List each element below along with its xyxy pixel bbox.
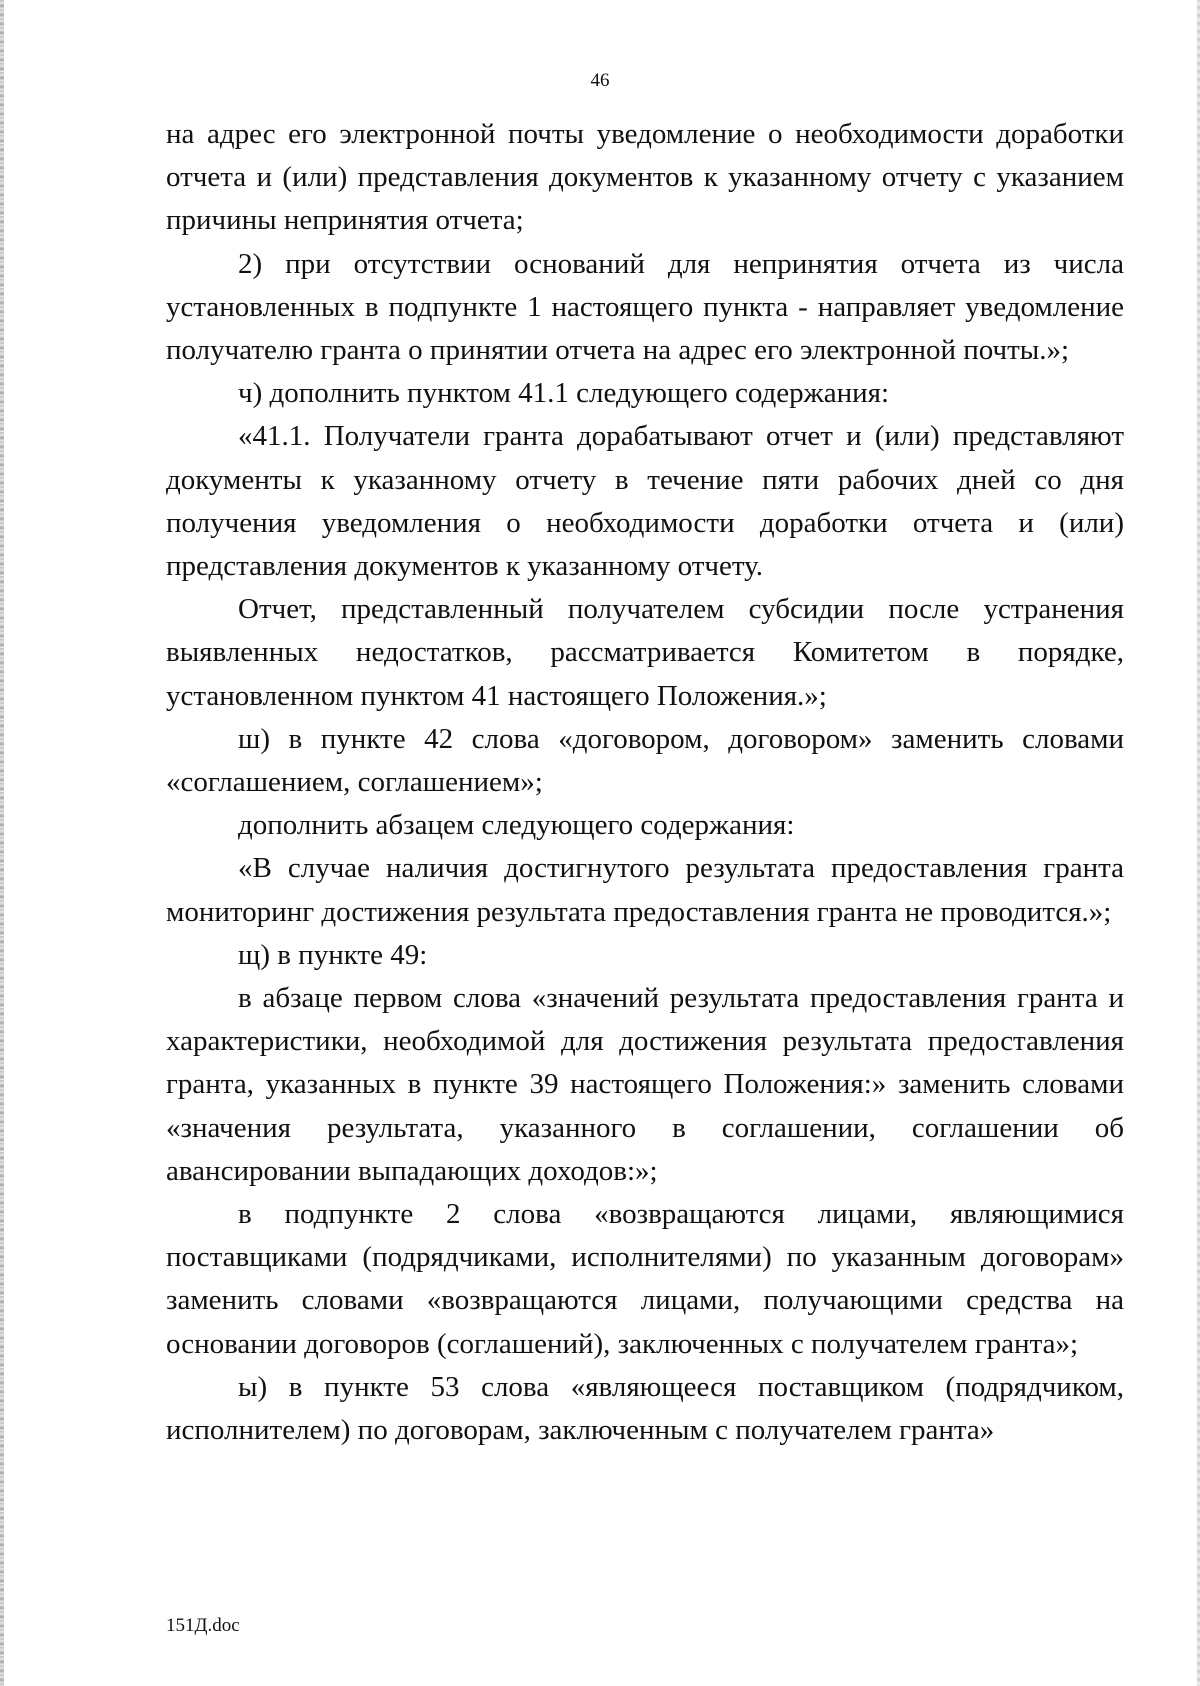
paragraph-7: дополнить абзацем следующего содержания: xyxy=(238,809,795,842)
paragraph-6: ш) в пункте 42 слова «договором, договором» заменить словами «соглашением, соглашением»; xyxy=(166,722,1124,799)
paragraph-12: ы) в пункте 53 слова «являющееся поставщиком (подрядчиком, исполнителем) по договорам, заключенным с получателем гранта» xyxy=(166,1370,1124,1447)
paragraph-5: Отчет, представленный получателем субсидии после устранения выявленных недостатков, рассматривается Комитетом в порядке, установленном пунктом 41 настоящего Положения.»; xyxy=(166,593,1124,712)
paragraph-1: на адрес его электронной почты уведомление о необходимости доработки отчета и (или) представления документов к указанному отчету с указанием причины непринятия отчета; xyxy=(166,118,1124,237)
paragraph-3: ч) дополнить пунктом 41.1 следующего содержания: xyxy=(238,377,890,410)
scan-edge-left xyxy=(0,0,4,1686)
paragraph-2: 2) при отсутствии оснований для непринятия отчета из числа установленных в подпункте 1 настоящего пункта - направляет уведомление получателю гранта о принятии отчета на адрес его электронной почты.»; xyxy=(166,247,1124,367)
document-body xyxy=(166,113,1124,1452)
paragraph-4: «41.1. Получатели гранта дорабатывают отчет и (или) представляют документы к указанному отчету в течение пяти рабочих дней со дня получения уведомления о необходимости доработки отчета и (или) представления документов к указанному отчету. xyxy=(166,420,1124,583)
paragraph-11: в подпункте 2 слова «возвращаются лицами, являющимися поставщиками (подрядчиками, исполнителями) по указанным договорам» заменить словами «возвращаются лицами, получающими средства на основании договоров (соглашений), заключенных с получателем гранта»; xyxy=(166,1198,1124,1360)
paragraph-8: «В случае наличия достигнутого результата предоставления гранта мониторинг достижения результата предоставления гранта не проводится.»; xyxy=(166,852,1124,928)
paragraph-9: щ) в пункте 49: xyxy=(238,938,428,971)
footer-filename: 151Д.doc xyxy=(166,1615,240,1636)
paragraph-10: в абзаце первом слова «значений результата предоставления гранта и характеристики, необходимой для достижения результата предоставления гранта, указанных в пункте 39 настоящего Положения:» заменить словами «значения результата, указанного в соглашении, соглашении об авансировании выпадающих доходов:»; xyxy=(166,982,1124,1187)
page-number: 46 xyxy=(590,70,610,91)
